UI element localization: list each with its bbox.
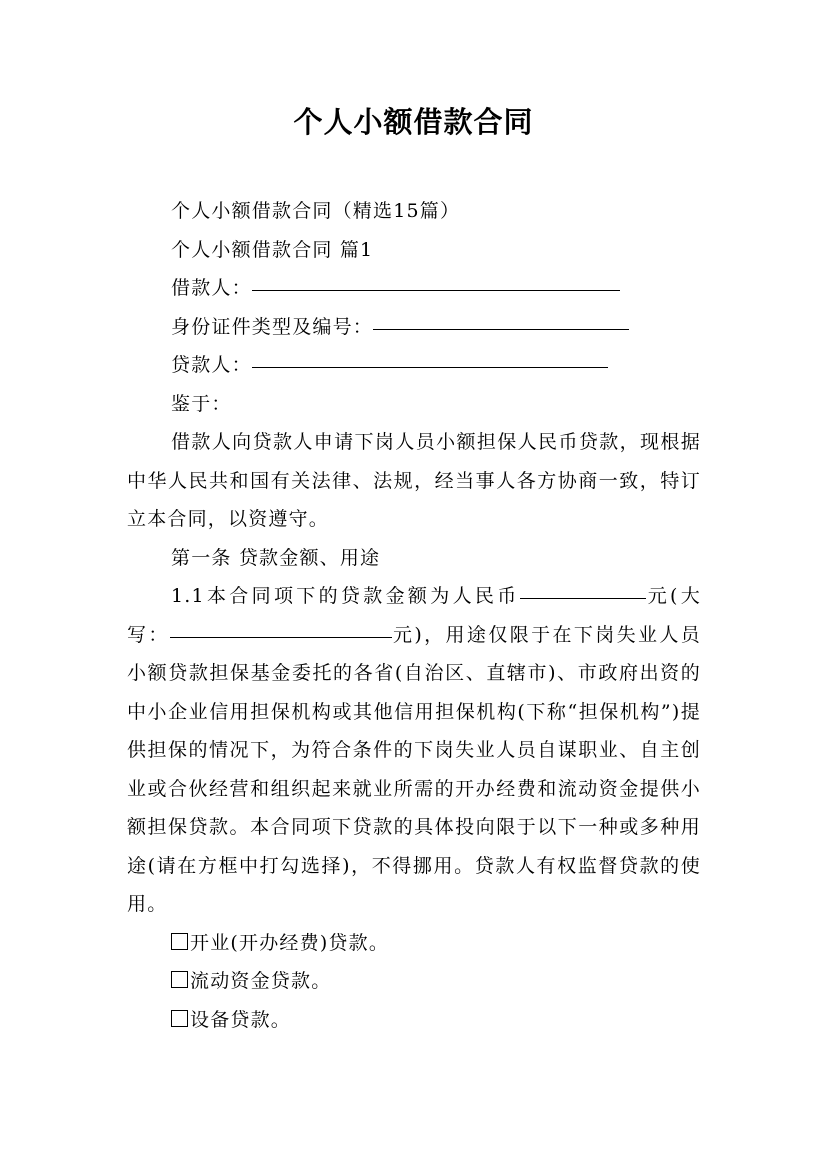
lender-line (127, 346, 701, 385)
document-title: 个人小额借款合同 (293, 105, 534, 139)
id-blank[interactable] (373, 328, 629, 330)
checkbox-equipment-loan[interactable] (171, 1010, 188, 1027)
clause-1-1-prefix: 1.1本合同项下的贷款金额为人民币 (171, 585, 520, 607)
checkbox-startup-loan[interactable] (171, 933, 188, 950)
borrower-blank[interactable] (252, 289, 620, 291)
borrower-label: 借款人： (171, 277, 252, 299)
amount-uppercase-blank[interactable] (170, 636, 392, 638)
option-working-capital-loan (127, 962, 701, 1001)
option-equipment-loan-label: 设备贷款。 (190, 1008, 292, 1031)
option-working-capital-loan-label: 流动资金贷款。 (190, 970, 332, 992)
section-heading: 个人小额借款合同 篇1 (171, 238, 374, 261)
article1-heading: 第一条 贷款金额、用途 (171, 546, 381, 569)
borrower-line (127, 269, 701, 308)
clause-1-1-paragraph (127, 577, 701, 924)
whereas-paragraph: 借款人向贷款人申请下岗人员小额担保人民币贷款，现根据中华人民共和国有关法律、法规，经当事人各方协商一致，特订立本合同，以资遵守。 (127, 431, 701, 530)
checkbox-working-capital-loan[interactable] (171, 971, 188, 988)
clause-1-1-yuan-da: 元(大写： (127, 585, 701, 646)
id-line (127, 308, 701, 347)
lender-blank[interactable] (252, 366, 608, 368)
option-startup-loan-label: 开业(开办经费)贷款。 (190, 931, 390, 954)
whereas-label: 鉴于： (171, 392, 232, 415)
document-subtitle: 个人小额借款合同（精选15篇） (171, 200, 461, 222)
lender-label: 贷款人： (171, 354, 252, 376)
amount-blank[interactable] (520, 597, 646, 599)
document-body (127, 192, 701, 1039)
option-startup-loan (127, 924, 701, 963)
clause-1-1-rest: 元)，用途仅限于在下岗失业人员小额贷款担保基金委托的各省(自治区、直辖市)、市政府出资的中小企业信用担保机构或其他信用担保机构(下称“担保机构”)提供担保的情况下，为符合条件的下岗失业人员自谋职业、自主创业或合伙经营和组织起来就业所需的开办经费和流动资金提供小额担保贷款。本合同项下贷款的具体投向限于以下一种或多种用途(请在方框中打勾选择)，不得挪用。贷款人有权监督贷款的使用。 (127, 623, 701, 915)
option-equipment-loan (127, 1001, 701, 1040)
id-label: 身份证件类型及编号： (171, 315, 374, 338)
